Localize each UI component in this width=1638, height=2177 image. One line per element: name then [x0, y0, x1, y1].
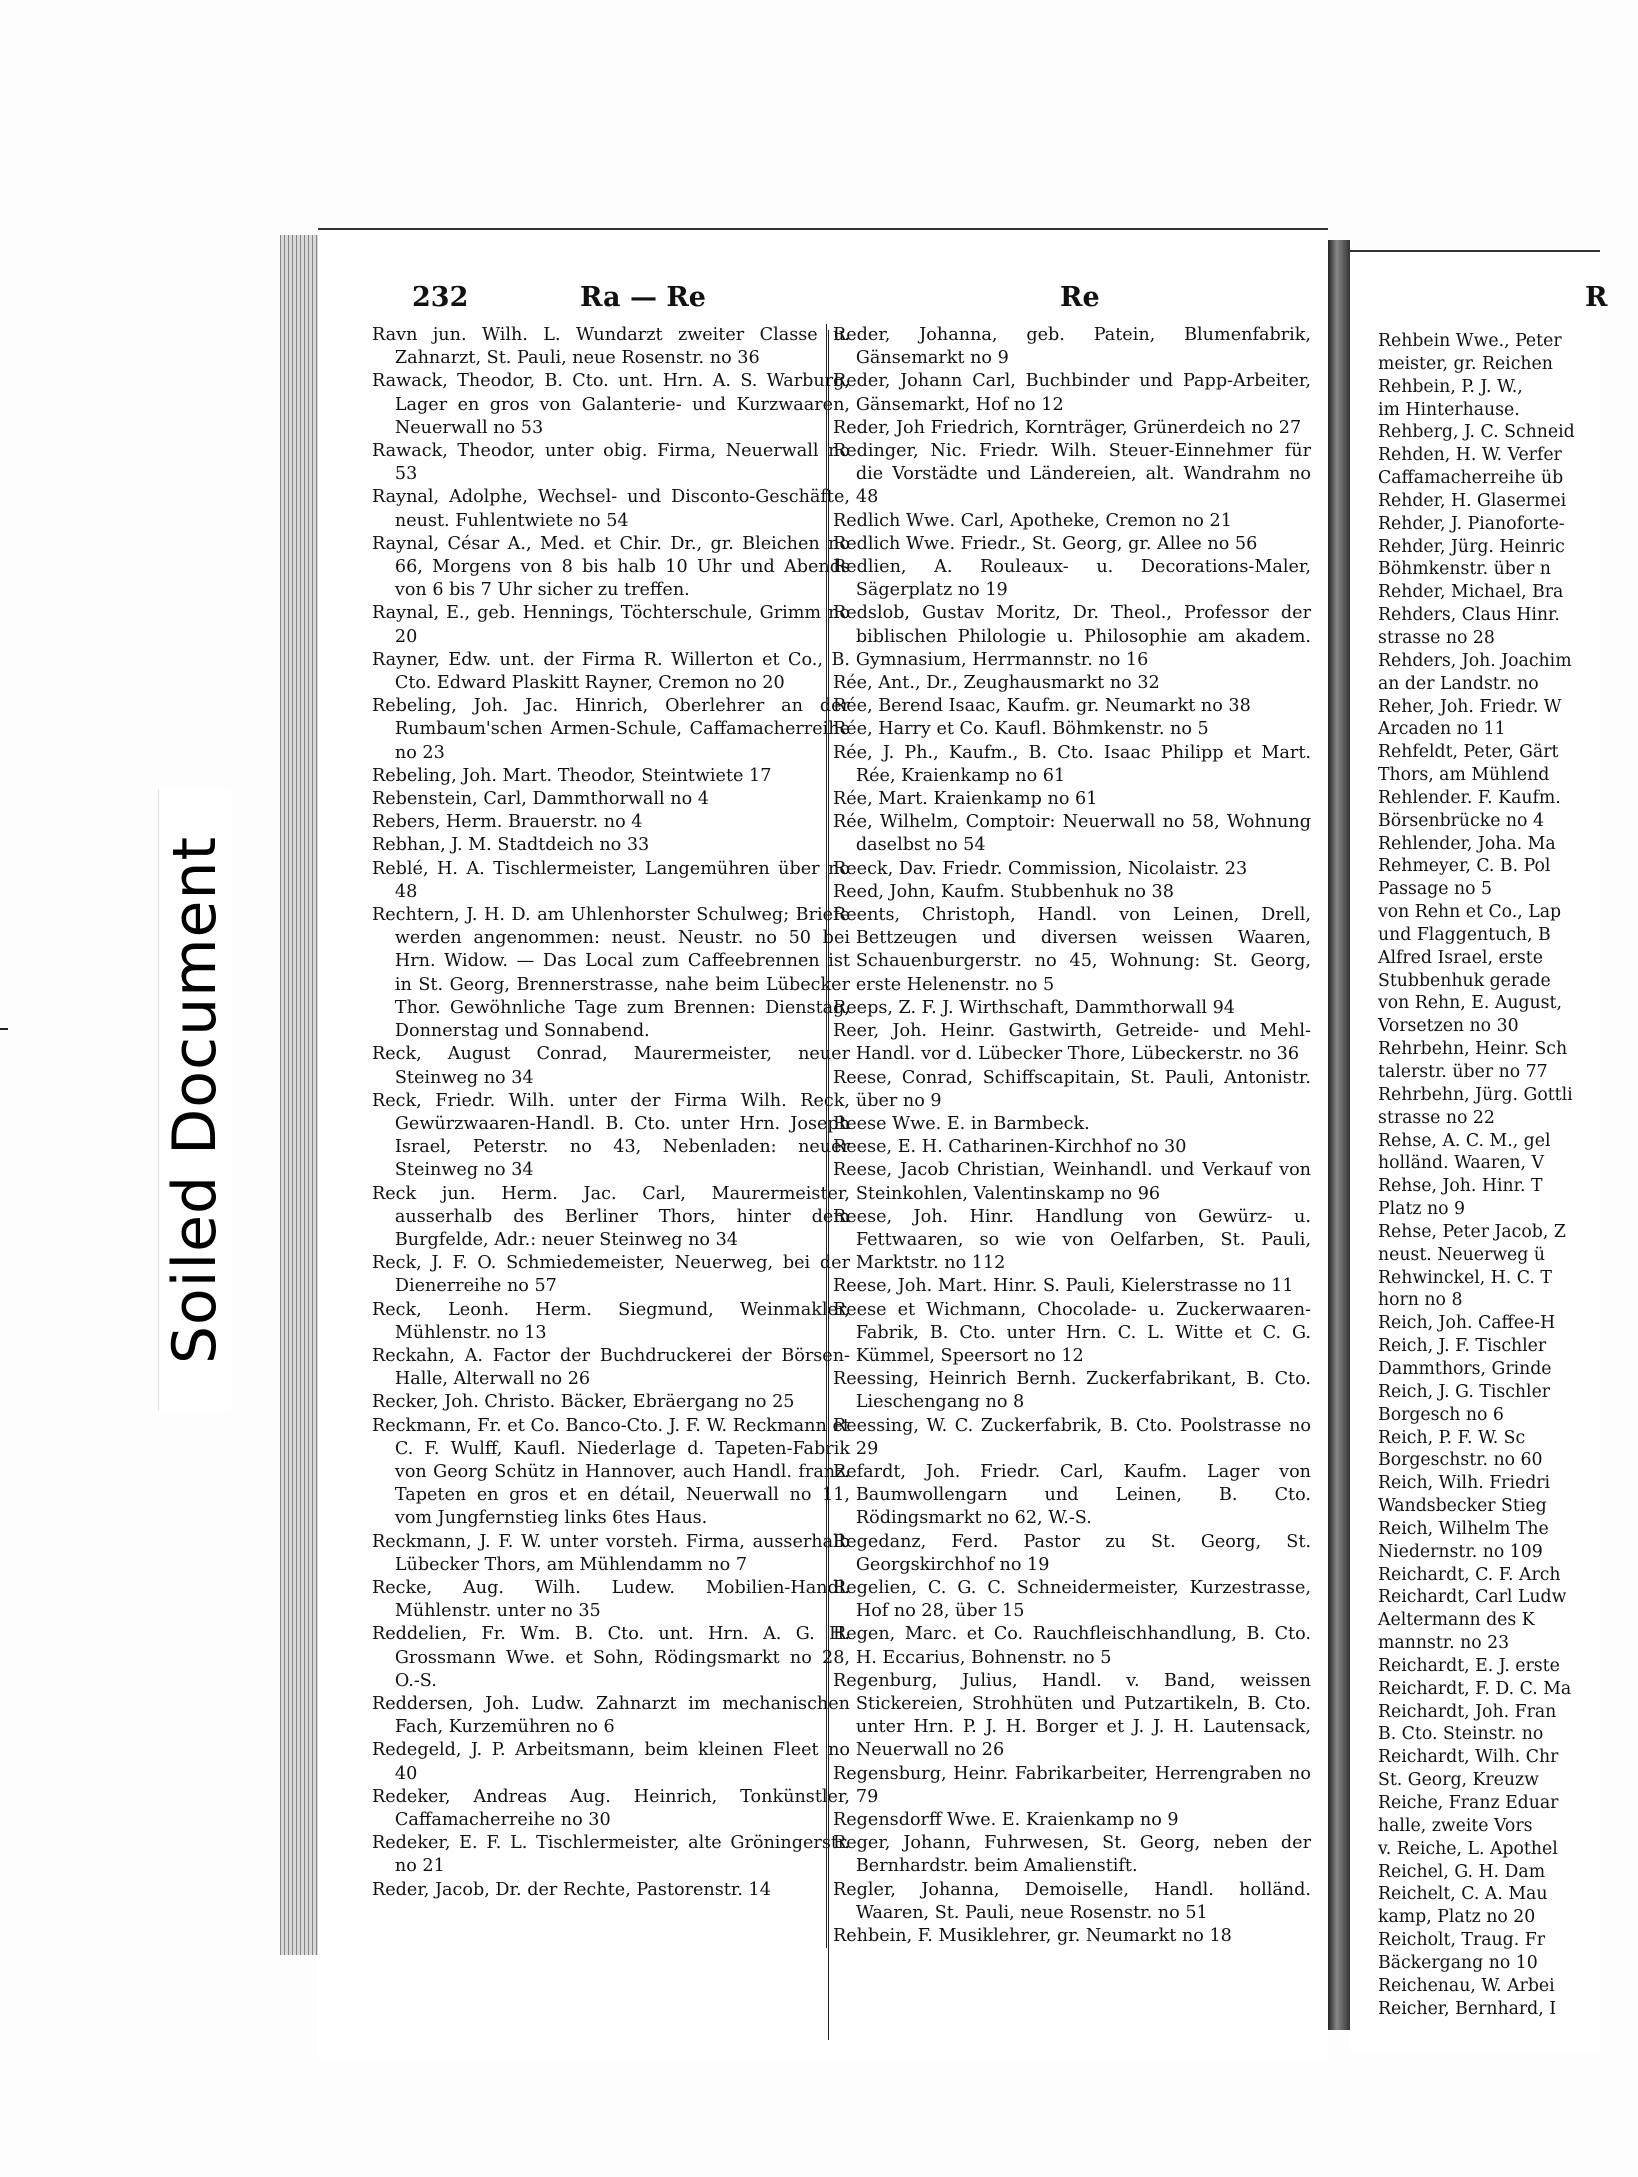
directory-entry: Platz no 9 — [1378, 1199, 1466, 1220]
directory-entry: Raynal, Adolphe, Wechsel- und Disconto-Geschäfte, neust. Fuhlentwiete no 54 — [372, 487, 850, 531]
directory-entry: Rehwinckel, H. C. T — [1378, 1267, 1552, 1288]
directory-entry: Reer, Joh. Heinr. Gastwirth, Getreide- und Mehl-Handl. vor d. Lübecker Thore, Lübeckerstr. no 36 — [833, 1021, 1311, 1065]
directory-entry: Rehse, Joh. Hinr. T — [1378, 1176, 1543, 1197]
directory-entry: Rehlender. F. Kaufm. — [1378, 787, 1561, 808]
directory-entry: Reich, J. F. Tischler — [1378, 1336, 1547, 1357]
directory-entry: Rehder, J. Pianoforte- — [1378, 513, 1565, 534]
directory-entry: Rawack, Theodor, unter obig. Firma, Neuerwall no 53 — [372, 441, 850, 485]
directory-entry: Reder, Jacob, Dr. der Rechte, Pastorenstr. 14 — [372, 1879, 771, 1900]
directory-entry: Redegeld, J. P. Arbeitsmann, beim kleinen Fleet no 40 — [372, 1740, 850, 1784]
directory-entry: Reessing, Heinrich Bernh. Zuckerfabrikant, B. Cto. Lieschengang no 8 — [833, 1369, 1311, 1413]
directory-entry: Reichardt, Joh. Fran — [1378, 1701, 1557, 1722]
directory-entry: Reger, Johann, Fuhrwesen, St. Georg, neben der Bernhardstr. beim Amalienstift. — [833, 1833, 1311, 1877]
directory-entry: Reichardt, Wilh. Chr — [1378, 1747, 1559, 1768]
left-running-head: Ra — Re — [580, 282, 706, 313]
directory-entry: Redlich Wwe. Friedr., St. Georg, gr. Allee no 56 — [833, 533, 1258, 554]
directory-entry: Rée, Mart. Kraienkamp no 61 — [833, 789, 1098, 810]
directory-entry: Rayner, Edw. unt. der Firma R. Willerton et Co., B. Cto. Edward Plaskitt Rayner, Cremon no 20 — [372, 649, 850, 694]
directory-entry: Redinger, Nic. Friedr. Wilh. Steuer-Einnehmer für die Vorstädte und Ländereien, alt. Wandrahm no 48 — [833, 441, 1311, 508]
directory-entry: halle, zweite Vors — [1378, 1815, 1533, 1836]
directory-entry: Reichardt, C. F. Arch — [1378, 1564, 1561, 1585]
directory-entry: Rehder, Michael, Bra — [1378, 582, 1564, 603]
directory-entry: Rehders, Joh. Joachim — [1378, 650, 1572, 671]
directory-entry: Recke, Aug. Wilh. Ludew. Mobilien-Handl. Mühlenstr. unter no 35 — [372, 1577, 850, 1622]
directory-entry: Rehse, A. C. M., gel — [1378, 1130, 1551, 1151]
directory-entry: Reese, Joh. Hinr. Handlung von Gewürz- u. Fettwaaren, so wie von Oelfarben, St. Pauli, Marktstr. no 112 — [833, 1206, 1311, 1274]
directory-entry: Reich, J. G. Tischler — [1378, 1381, 1551, 1402]
directory-entry: Reese, Conrad, Schiffscapitain, St. Pauli, Antonistr. über no 9 — [833, 1067, 1311, 1111]
directory-entry: Rée, Berend Isaac, Kaufm. gr. Neumarkt no 38 — [833, 696, 1251, 717]
directory-entry: im Hinterhause. — [1378, 399, 1520, 420]
left-column — [372, 324, 850, 1902]
directory-entry: Rechtern, J. H. D. am Uhlenhorster Schulweg; Briefe werden angenommen: neust. Neustr. no 50 bei Hrn. Widow. — Das Local zum Caffeebrennen ist in St. Georg, Brennerstrasse, nahe beim Lübecker Thor. Gewöhnliche Tage zum Brennen: Dienstag, Donnerstag und Sonnabend. — [372, 905, 850, 1042]
directory-entry: Böhmkenstr. über n — [1378, 559, 1551, 580]
directory-entry: Redlien, A. Rouleaux- u. Decorations-Maler, Sägerplatz no 19 — [833, 557, 1311, 601]
directory-entry: Regedanz, Ferd. Pastor zu St. Georg, St. Georgskirchhof no 19 — [833, 1531, 1311, 1575]
directory-entry: Rawack, Theodor, B. Cto. unt. Hrn. A. S. Warburg, Lager en gros von Galanterie- und Kurzwaaren, Neuerwall no 53 — [372, 371, 850, 438]
directory-entry: Börsenbrücke no 4 — [1378, 810, 1544, 831]
directory-entry: Rebhan, J. M. Stadtdeich no 33 — [372, 835, 650, 856]
directory-entry: Reddersen, Joh. Ludw. Zahnarzt im mechanischen Fach, Kurzemühren no 6 — [372, 1693, 850, 1738]
directory-entry: Reese, Joh. Mart. Hinr. S. Pauli, Kielerstrasse no 11 — [833, 1276, 1294, 1297]
directory-entry: Rehders, Claus Hinr. — [1378, 605, 1560, 626]
directory-entry: Regenburg, Julius, Handl. v. Band, weissen Stickereien, Strohhüten und Putzartikeln, B. Cto. unter Hrn. P. J. H. Borger et J. J. H. Lautensack, Neuerwall no 26 — [833, 1670, 1311, 1761]
directory-entry: Borgeschstr. no 60 — [1378, 1450, 1543, 1471]
directory-entry: Reese, E. H. Catharinen-Kirchhof no 30 — [833, 1137, 1187, 1158]
soiled-document-text: Soiled Document — [160, 835, 230, 1365]
directory-entry: Borgesch no 6 — [1378, 1404, 1504, 1425]
directory-entry: Reck jun. Herm. Jac. Carl, Maurermeister, ausserhalb des Berliner Thors, hinter dem Burgfelde, Adr.: neuer Steinweg no 34 — [372, 1183, 850, 1250]
directory-entry: Dammthors, Grinde — [1378, 1358, 1552, 1379]
margin-mark — [0, 1028, 8, 1030]
center-running-head: Re — [1060, 282, 1100, 313]
directory-entry: Rehder, Jürg. Heinric — [1378, 536, 1565, 557]
directory-entry: Reents, Christoph, Handl. von Leinen, Drell, Bettzeugen und diversen weissen Waaren, Schauenburgerstr. no 45, Wohnung: St. Georg, erste Helenenstr. no 5 — [833, 905, 1311, 995]
directory-entry: Rehfeldt, Peter, Gärt — [1378, 742, 1559, 763]
directory-entry: Reese Wwe. E. in Barmbeck. — [833, 1113, 1090, 1134]
directory-entry: Rehbein, F. Musiklehrer, gr. Neumarkt no 18 — [833, 1926, 1232, 1947]
directory-entry: Reichel, G. H. Dam — [1378, 1861, 1546, 1882]
directory-entry: Reeps, Z. F. J. Wirthschaft, Dammthorwall 94 — [833, 997, 1236, 1018]
directory-entry: Rée, Harry et Co. Kaufl. Böhmkenstr. no 5 — [833, 719, 1209, 740]
directory-entry: Redeker, Andreas Aug. Heinrich, Tonkünstler, Caffamacherreihe no 30 — [372, 1786, 850, 1830]
directory-entry: Reck, August Conrad, Maurermeister, neuer Steinweg no 34 — [372, 1044, 850, 1088]
directory-entry: Recker, Joh. Christo. Bäcker, Ebräergang no 25 — [372, 1392, 795, 1413]
directory-entry: Reck, J. F. O. Schmiedemeister, Neuerweg, bei der Dienerreihe no 57 — [372, 1253, 850, 1297]
directory-entry: Reessing, W. C. Zuckerfabrik, B. Cto. Poolstrasse no 29 — [833, 1415, 1311, 1459]
directory-entry: Rebeling, Joh. Mart. Theodor, Steintwiete 17 — [372, 765, 772, 786]
right-running-head: R — [1585, 282, 1608, 313]
directory-entry: Regelien, C. G. C. Schneidermeister, Kurzestrasse, Hof no 28, über 15 — [833, 1577, 1311, 1622]
directory-entry: Ravn jun. Wilh. L. Wundarzt zweiter Classe u. Zahnarzt, St. Pauli, neue Rosenstr. no 36 — [372, 325, 850, 369]
directory-entry: Reder, Johann Carl, Buchbinder und Papp-Arbeiter, Gänsemarkt, Hof no 12 — [833, 371, 1311, 415]
book-page-edges — [280, 235, 320, 1955]
directory-entry: Rehbein Wwe., Peter — [1378, 331, 1562, 351]
directory-entry: Reck, Leonh. Herm. Siegmund, Weinmakler, Mühlenstr. no 13 — [372, 1299, 850, 1343]
directory-entry: St. Georg, Kreuzw — [1378, 1770, 1539, 1791]
directory-entry: Raynal, E., geb. Hennings, Töchterschule, Grimm no 20 — [372, 603, 850, 647]
directory-entry: Reichardt, Carl Ludw — [1378, 1587, 1567, 1608]
directory-entry: Alfred Israel, erste — [1378, 947, 1543, 968]
directory-entry: Reicher, Bernhard, I — [1378, 1998, 1557, 2019]
directory-entry: Caffamacherreihe üb — [1378, 468, 1564, 489]
directory-entry: Rehberg, J. C. Schneid — [1378, 422, 1575, 443]
directory-entry: Reblé, H. A. Tischlermeister, Langemühren über no 48 — [372, 858, 850, 902]
directory-entry: Refardt, Joh. Friedr. Carl, Kaufm. Lager von Baumwollengarn und Leinen, B. Cto. Rödingsmarkt no 62, W.-S. — [833, 1461, 1311, 1529]
directory-entry: Reddelien, Fr. Wm. B. Cto. unt. Hrn. A. G. H. Grossmann Wwe. et Sohn, Rödingsmarkt no 28, O.-S. — [372, 1624, 850, 1691]
directory-entry: Thors, am Mühlend — [1378, 765, 1550, 786]
directory-entry: Reicholt, Traug. Fr — [1378, 1930, 1545, 1951]
soiled-document-label — [158, 790, 231, 1410]
directory-entry: Reher, Joh. Friedr. W — [1378, 696, 1562, 717]
directory-entry: Aeltermann des K — [1378, 1610, 1535, 1631]
directory-entry: Rée, Ant., Dr., Zeughausmarkt no 32 — [833, 673, 1160, 694]
directory-entry: Redslob, Gustav Moritz, Dr. Theol., Professor der biblischen Philologie u. Philosophie am akadem. Gymnasium, Herrmannstr. no 16 — [833, 603, 1311, 670]
directory-entry: Rehrbehn, Jürg. Gottli — [1378, 1084, 1573, 1105]
directory-entry: Reeck, Dav. Friedr. Commission, Nicolaistr. 23 — [833, 858, 1248, 879]
directory-entry: Reich, P. F. W. Sc — [1378, 1427, 1526, 1448]
directory-entry: Vorsetzen no 30 — [1378, 1016, 1519, 1037]
directory-entry: von Rehn et Co., Lap — [1378, 902, 1562, 923]
directory-entry: Rée, J. Ph., Kaufm., B. Cto. Isaac Philipp et Mart. Rée, Kraienkamp no 61 — [833, 742, 1311, 786]
directory-entry: Rehrbehn, Heinr. Sch — [1378, 1039, 1568, 1060]
directory-entry: Regensdorff Wwe. E. Kraienkamp no 9 — [833, 1810, 1179, 1830]
directory-entry: Rehder, H. Glasermei — [1378, 490, 1567, 511]
directory-entry: Redlich Wwe. Carl, Apotheke, Cremon no 21 — [833, 510, 1232, 531]
book-gutter — [1328, 240, 1350, 2030]
right-column-fragment — [1378, 330, 1638, 2020]
directory-entry: Rehmeyer, C. B. Pol — [1378, 856, 1551, 877]
directory-entry: Bäckergang no 10 — [1378, 1952, 1538, 1973]
directory-entry: Rehbein, P. J. W., — [1378, 376, 1523, 397]
directory-entry: und Flaggentuch, B — [1378, 924, 1551, 945]
directory-entry: Rehlender, Joha. Ma — [1378, 833, 1556, 854]
directory-entry: kamp, Platz no 20 — [1378, 1907, 1536, 1928]
directory-entry: Reese et Wichmann, Chocolade- u. Zuckerwaaren-Fabrik, B. Cto. unter Hrn. C. L. Witte et C. G. Kümmel, Speersort no 12 — [833, 1299, 1311, 1366]
directory-entry: Rée, Wilhelm, Comptoir: Neuerwall no 58, Wohnung daselbst no 54 — [833, 812, 1311, 856]
directory-entry: Reder, Joh Friedrich, Kornträger, Grünerdeich no 27 — [833, 417, 1302, 438]
directory-entry: neust. Neuerweg ü — [1378, 1244, 1545, 1265]
directory-entry: strasse no 22 — [1378, 1107, 1495, 1128]
directory-entry: Rehden, H. W. Verfer — [1378, 445, 1562, 466]
directory-entry: Raynal, César A., Med. et Chir. Dr., gr. Bleichen no 66, Morgens von 8 bis halb 10 Uhr und Abends von 6 bis 7 Uhr sicher zu treffen. — [372, 533, 850, 601]
directory-entry: Niedernstr. no 109 — [1378, 1541, 1543, 1562]
directory-entry: an der Landstr. no — [1378, 673, 1539, 694]
directory-entry: Regen, Marc. et Co. Rauchfleischhandlung, B. Cto. H. Eccarius, Bohnenstr. no 5 — [833, 1624, 1311, 1668]
directory-entry: v. Reiche, L. Apothel — [1378, 1838, 1558, 1859]
directory-entry: B. Cto. Steinstr. no — [1378, 1724, 1544, 1745]
directory-entry: Reese, Jacob Christian, Weinhandl. und Verkauf von Steinkohlen, Valentinskamp no 96 — [833, 1160, 1311, 1204]
directory-entry: Reichenau, W. Arbei — [1378, 1975, 1555, 1996]
directory-entry: Regler, Johanna, Demoiselle, Handl. holländ. Waaren, St. Pauli, neue Rosenstr. no 51 — [833, 1879, 1311, 1923]
directory-entry: Reichelt, C. A. Mau — [1378, 1884, 1548, 1905]
directory-entry: Regensburg, Heinr. Fabrikarbeiter, Herrengraben no 79 — [833, 1763, 1311, 1807]
directory-entry: Reich, Wilh. Friedri — [1378, 1473, 1551, 1494]
directory-entry: Passage no 5 — [1378, 879, 1492, 900]
directory-entry: Reiche, Franz Eduar — [1378, 1793, 1559, 1813]
directory-entry: Reckahn, A. Factor der Buchdruckerei der Börsen-Halle, Alterwall no 26 — [372, 1345, 850, 1390]
directory-entry: Rehse, Peter Jacob, Z — [1378, 1221, 1566, 1242]
directory-entry: mannstr. no 23 — [1378, 1633, 1510, 1654]
directory-entry: Reichardt, E. J. erste — [1378, 1655, 1560, 1676]
directory-entry: Rebenstein, Carl, Dammthorwall no 4 — [372, 789, 709, 810]
directory-entry: Reck, Friedr. Wilh. unter der Firma Wilh. Reck, Gewürzwaaren-Handl. B. Cto. unter Hrn. Joseph Israel, Peterstr. no 43, Nebenladen: neuer Steinweg no 34 — [372, 1090, 850, 1181]
directory-entry: Reder, Johanna, geb. Patein, Blumenfabrik, Gänsemarkt no 9 — [833, 325, 1311, 369]
directory-entry: meister, gr. Reichen — [1378, 353, 1553, 374]
directory-entry: von Rehn, E. August, — [1378, 993, 1562, 1014]
directory-entry: Reckmann, J. F. W. unter vorsteh. Firma, ausserhalb Lübecker Thors, am Mühlendamm no 7 — [372, 1531, 850, 1575]
directory-entry: Redeker, E. F. L. Tischlermeister, alte Gröningerstr. no 21 — [372, 1833, 850, 1877]
directory-entry: Reckmann, Fr. et Co. Banco-Cto. J. F. W. Reckmann et C. F. Wulff, Kaufl. Niederlage d. Tapeten-Fabrik von Georg Schütz in Hannover, auch Handl. franz. Tapeten en gros et en détail, Neuerwall no 11, vom Jungfernstieg links 6tes Haus. — [372, 1415, 850, 1529]
middle-column — [826, 324, 1311, 1948]
directory-entry: Reich, Wilhelm The — [1378, 1518, 1549, 1539]
page-number: 232 — [412, 282, 469, 313]
directory-entry: Reichardt, F. D. C. Ma — [1378, 1678, 1572, 1699]
directory-entry: holländ. Waaren, V — [1378, 1153, 1545, 1174]
directory-entry: Wandsbecker Stieg — [1378, 1496, 1547, 1517]
directory-entry: Arcaden no 11 — [1378, 719, 1506, 740]
directory-entry: strasse no 28 — [1378, 627, 1495, 648]
directory-entry: Rebeling, Joh. Jac. Hinrich, Oberlehrer an der Rumbaum'schen Armen-Schule, Caffamacherreihe no 23 — [372, 696, 850, 763]
directory-entry: Reich, Joh. Caffee-H — [1378, 1313, 1556, 1334]
directory-entry: Reed, John, Kaufm. Stubbenhuk no 38 — [833, 881, 1174, 902]
directory-entry: Stubbenhuk gerade — [1378, 970, 1551, 991]
directory-entry: Rebers, Herm. Brauerstr. no 4 — [372, 812, 643, 833]
directory-entry: talerstr. über no 77 — [1378, 1062, 1548, 1082]
directory-entry: horn no 8 — [1378, 1290, 1463, 1311]
